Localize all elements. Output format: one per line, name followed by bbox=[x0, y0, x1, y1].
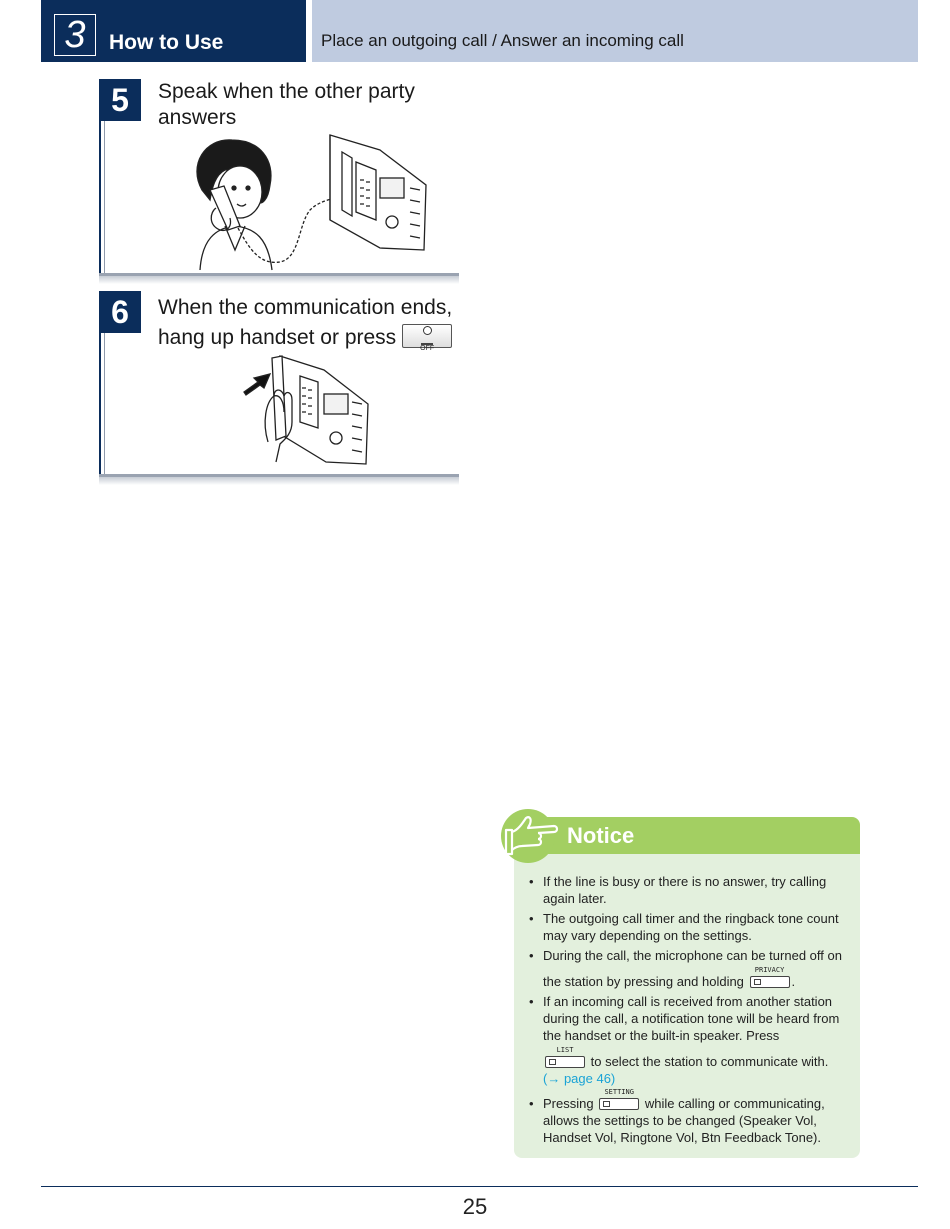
notice-item: • Pressing SETTING while calling or communicating, allows the settings to be changed (Speaker Vol, Handset Vol, Ringtone Vol, Btn Feedback Tone). bbox=[526, 1095, 846, 1146]
step-6-rule bbox=[99, 333, 101, 475]
button-indicator-icon bbox=[603, 1101, 610, 1107]
step-5-text: Speak when the other party answers bbox=[158, 80, 415, 129]
button-indicator-icon bbox=[549, 1059, 556, 1065]
list-button: LIST bbox=[545, 1056, 585, 1068]
step-6-text: When the communication ends, hang up handset or press OFF bbox=[158, 296, 453, 352]
button-indicator-icon bbox=[754, 979, 761, 985]
notice-item: • If an incoming call is received from another station during the call, a notification tone will be heard from the handset or the built-in speaker. Press LIST to select the station to communicate with. (→ page 46) bbox=[526, 993, 846, 1087]
page-reference-link[interactable]: (→ page 46) bbox=[543, 1071, 616, 1086]
step-6-rule-inner bbox=[104, 333, 105, 475]
person-on-handset-illustration bbox=[180, 130, 440, 272]
notice-list bbox=[526, 873, 846, 1149]
notice-item: • If the line is busy or there is no answer, try calling again later. bbox=[526, 873, 846, 907]
notice-header-bar bbox=[514, 817, 860, 854]
step-6-shadow bbox=[99, 477, 459, 485]
page-number: 25 bbox=[462, 1194, 488, 1219]
section-title: Place an outgoing call / Answer an incoming call bbox=[321, 31, 684, 50]
step-number-6: 6 bbox=[99, 291, 141, 333]
step-number-5: 5 bbox=[99, 79, 141, 121]
notice-item: • The outgoing call timer and the ringback tone count may vary depending on the settings. bbox=[526, 910, 846, 944]
chapter-number: 3 bbox=[54, 14, 96, 56]
privacy-button: PRIVACY bbox=[750, 976, 790, 988]
chapter-title: How to Use bbox=[109, 31, 224, 54]
step-5-rule bbox=[99, 121, 101, 274]
notice-item: • During the call, the microphone can be turned off on the station by pressing and holding PRIVACY . bbox=[526, 947, 846, 990]
hang-up-illustration bbox=[240, 352, 375, 470]
setting-button: SETTING bbox=[599, 1098, 639, 1110]
notice-title: Notice bbox=[567, 823, 635, 848]
footer-rule bbox=[41, 1186, 918, 1187]
off-button: OFF bbox=[402, 324, 452, 348]
step-5-shadow bbox=[99, 276, 459, 284]
pointing-hand-icon bbox=[498, 808, 564, 864]
step-5-rule-inner bbox=[104, 121, 105, 274]
